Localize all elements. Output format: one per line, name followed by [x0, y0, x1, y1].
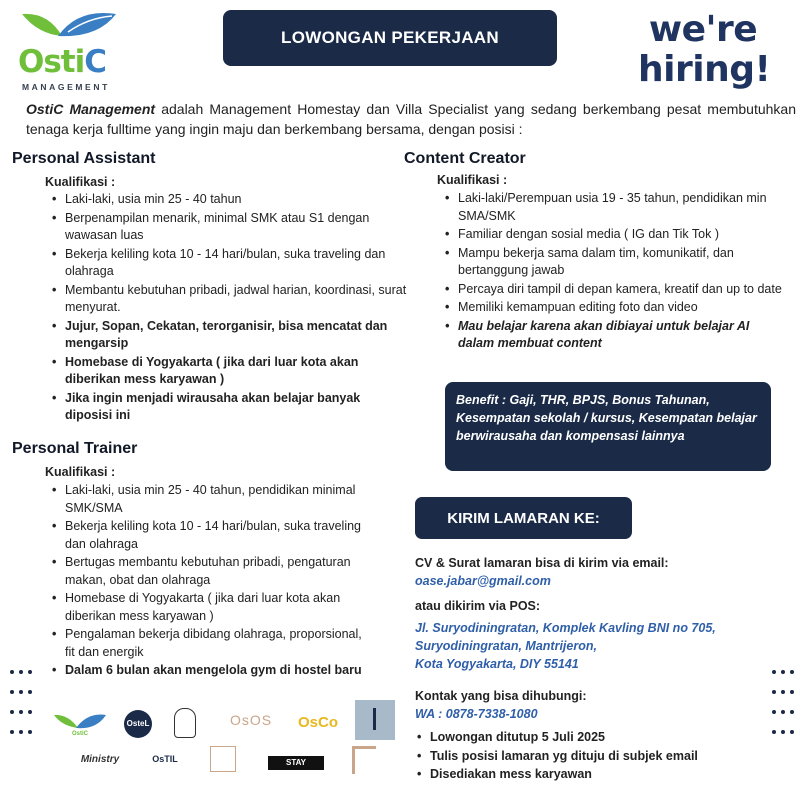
list-item: • Pengalaman bekerja dibidang olahraga, proporsional, fit dan energik	[50, 626, 370, 661]
list-item: • Tulis posisi lamaran yg dituju di subjek email	[415, 748, 775, 766]
list-item: • Familiar dengan sosial media ( IG dan Tik Tok )	[443, 226, 788, 244]
list-item: • Dalam 6 bulan akan mengelola gym di hostel baru	[50, 662, 370, 680]
content-creator-title: Content Creator	[404, 150, 526, 167]
brand-ostic-logo: OstiC	[50, 712, 110, 737]
owl-icon	[174, 708, 196, 738]
email-label: CV & Surat lamaran bisa di kirim via email:	[415, 556, 669, 570]
brand-ostel-logo: OsteL	[124, 710, 152, 738]
personal-trainer-title: Personal Trainer	[12, 440, 138, 457]
brand-ministry-logo: Ministry	[80, 754, 120, 765]
brand-osco-logo: OsCo	[297, 714, 338, 731]
content-creator-qual-label: Kualifikasi :	[437, 173, 508, 187]
personal-assistant-title: Personal Assistant	[12, 150, 156, 167]
whatsapp-number[interactable]: WA : 0878-7338-1080	[415, 707, 538, 721]
personal-assistant-qual-label: Kualifikasi :	[45, 175, 116, 189]
hiring-heading: we're hiring!	[638, 9, 771, 90]
intro-paragraph: OstiC Management adalah Management Homestay dan Villa Specialist yang sedang berkembang pesat membutuhkan tenaga kerja fulltime yang ingin maju dan berkembang bersama, dengan posisi :	[26, 101, 796, 137]
email-section	[415, 554, 775, 590]
building-icon	[355, 700, 395, 740]
decorative-dots-right	[772, 670, 800, 750]
list-item: • Homebase di Yogyakarta ( jika dari luar kota akan diberikan mess karyawan )	[50, 354, 410, 389]
list-item: • Mau belajar karena akan dibiayai untuk belajar AI dalam membuat content	[443, 318, 788, 353]
list-item: • Disediakan mess karyawan	[415, 766, 775, 784]
list-item: • Mampu bekerja sama dalam tim, komunikatif, dan bertanggung jawab	[443, 245, 788, 280]
address-line: Jl. Suryodiningratan, Komplek Kavling BNI no 705,	[415, 621, 716, 635]
brand-logos	[50, 702, 390, 782]
personal-assistant-list	[50, 191, 410, 426]
list-item: • Laki-laki/Perempuan usia 19 - 35 tahun, pendidikan min SMA/SMK	[443, 190, 788, 225]
list-item: • Jujur, Sopan, Cekatan, terorganisir, bisa mencatat dan mengarsip	[50, 318, 410, 353]
logo-subtitle: MANAGEMENT	[22, 82, 110, 92]
ostic-logo	[14, 10, 124, 94]
logo-wordmark: OstiC	[18, 44, 107, 80]
email-link[interactable]: oase.jabar@gmail.com	[415, 574, 551, 588]
decorative-dots-left	[10, 670, 40, 750]
list-item: • Bekerja keliling kota 10 - 14 hari/bulan, suka traveling dan olahraga	[50, 246, 410, 281]
brand-osos-logo: OsOS	[229, 712, 273, 728]
contact-label: Kontak yang bisa dihubungi:	[415, 689, 587, 703]
personal-trainer-list	[50, 482, 370, 681]
personal-trainer-qual-label: Kualifikasi :	[45, 465, 116, 479]
list-item: • Berpenampilan menarik, minimal SMK atau S1 dengan wawasan luas	[50, 210, 410, 245]
address-line: Kota Yogyakarta, DIY 55141	[415, 657, 579, 671]
leaf-logo-icon	[18, 10, 118, 44]
list-item: • Homebase di Yogyakarta ( jika dari luar kota akan diberikan mess karyawan )	[50, 590, 370, 625]
apply-heading: KIRIM LAMARAN KE:	[415, 497, 632, 539]
post-label: atau dikirim via POS:	[415, 599, 541, 613]
list-item: • Membantu kebutuhan pribadi, jadwal harian, koordinasi, surat menyurat.	[50, 282, 410, 317]
content-creator-list	[443, 190, 788, 354]
list-item: • Laki-laki, usia min 25 - 40 tahun	[50, 191, 410, 209]
list-item: • Bertugas membantu kebutuhan pribadi, pengaturan makan, obat dan olahraga	[50, 554, 370, 589]
list-item: • Lowongan ditutup 5 Juli 2025	[415, 729, 775, 747]
leaf-icon	[52, 712, 108, 732]
notes-list	[415, 729, 775, 785]
brand-ostil-logo: OsTIL	[152, 754, 178, 764]
benefit-box: Benefit : Gaji, THR, BPJS, Bonus Tahunan, Kesempatan sekolah / kursus, Kesempatan belajar berwirausaha dan kompensasi lainnya	[445, 382, 771, 471]
letter-f-icon	[352, 746, 376, 774]
brand-stay-logo: STAY	[268, 756, 324, 770]
list-item: • Memiliki kemampuan editing foto dan video	[443, 299, 788, 317]
house-icon	[210, 746, 236, 772]
address-line: Suryodiningratan, Mantrijeron,	[415, 639, 597, 653]
contact-section	[415, 687, 775, 723]
list-item: • Bekerja keliling kota 10 - 14 hari/bulan, suka traveling dan olahraga	[50, 518, 370, 553]
list-item: • Laki-laki, usia min 25 - 40 tahun, pendidikan minimal SMK/SMA	[50, 482, 370, 517]
list-item: • Jika ingin menjadi wirausaha akan belajar banyak diposisi ini	[50, 390, 410, 425]
title-banner: LOWONGAN PEKERJAAN	[223, 10, 557, 66]
post-section	[415, 597, 775, 673]
list-item: • Percaya diri tampil di depan kamera, kreatif dan up to date	[443, 281, 788, 299]
